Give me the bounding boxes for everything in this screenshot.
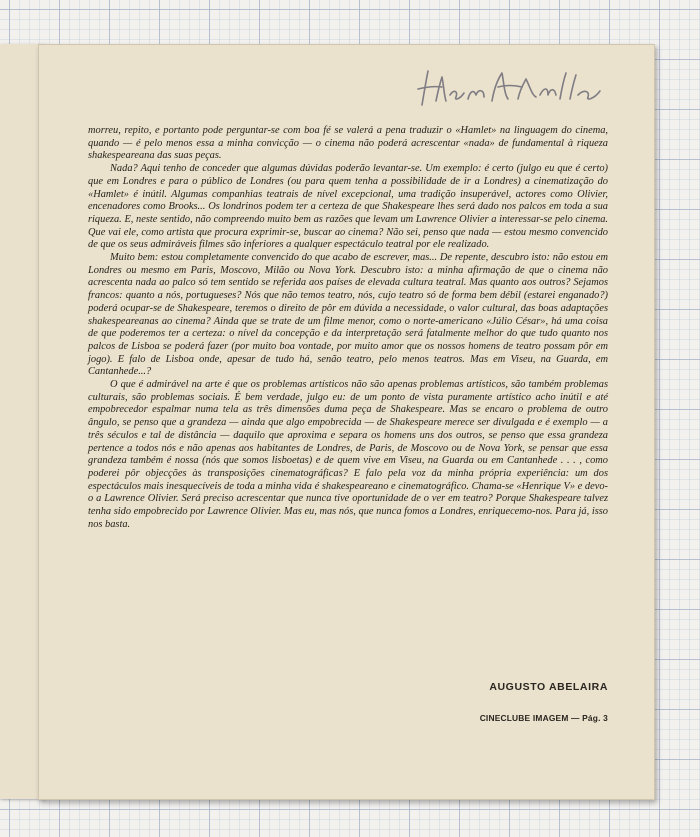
document-page xyxy=(38,44,655,800)
paragraph: Muito bem: estou completamente convencido do que acabo de escrever, mas... De repente, descubro isto: não estou em Londres ou mesmo em Paris, Moscovo, Milão ou Nova York. Descubro isto: a minha afirmação de que o cinema não acrescenta nada ao palco só tem sentido se referida aos países de elevada cultura teatral. Mas quanto aos outros? Sejamos francos: quanto a nós, portugueses? Nós que não temos teatro, nós, cujo teatro só de forma bem débil (estarei enganado?) poderá ocupar-se de Shakespeare, teremos o direito de pôr em dúvida a necessidade, o valor cultural, das boas adaptações shakespeareanas ao cinema? Ainda que se trate de um filme menor, como o norte-americano «Júlio César», há uma coisa de que poderemos ter a certeza: o nível da concepção e da interpretação será fatalmente melhor do que tudo quanto nos palcos de Lisboa se poderá fazer (por muito boa vontade, por muito amor que os nossos homens de teatro possam pôr em jogo). E falo de Lisboa onde, apesar de tudo há, senão teatro, pelo menos teatros. Mas em Viseu, na Guarda, em Cantanhede...? xyxy=(88,252,608,378)
paragraph: Nada? Aqui tenho de conceder que algumas dúvidas poderão levantar-se. Um exemplo: é certo (julgo eu que é certo) que em Londres e para o público de Londres (ou para quem tenha a possibilidade de ir a Londres) a cinematização do «Hamlet» é inútil. Algumas companhias teatrais de nível excepcional, uma tradição insuperável, actores como Olivier, encenadores como Brooks... Os londrinos podem ter a certeza de que Shakespeare lhes será dado nos palcos em toda a sua riqueza. E, neste sentido, não compreendo muito bem as razões que levam um Lawrence Olivier a interessar-se pelo cinema. Que vai ele, como artista que procura exprimir-se, buscar ao cinema? Não sei, penso que nada — estou mesmo convencido de que os seus admiráveis filmes são inferiores a qualquer espectáculo teatral por ele realizado. xyxy=(88,163,608,251)
paragraph: O que é admirável na arte é que os problemas artísticos não são apenas problemas artísticos, são também problemas culturais, são problemas sociais. É bem verdade, julgo eu: de um ponto de vista puramente artístico acho inútil e até empobrecedor espalmar numa tela as três dimensões duma peça de Shakespeare. Mas se encaro o problema de outro ângulo, se penso que a grandeza — ainda que algo empobrecida — de Shakespeare merece ser divulgada e é exemplo — a três séculos e tal de distância — daquilo que aproxima e separa os homens uns dos outros, se penso que essa grandeza pertence a todos nós e não apenas aos habitantes de Londres, de Paris, de Moscovo ou de Nova York, se pensar que essa grandeza também é nossa (nós que somos lisboetas) e de quem vive em Viseu, na Guarda ou em Cantanhede . . . , como poderei pôr objecções às transposições cinematográficas? E falo pela voz da minha própria experiência: um dos espectáculos mais inesquecíveis de toda a minha vida é shakespeareano e cinematográfico. Chama-se «Henrique V» e devo-o a Lawrence Olivier. Será preciso acrescentar que nunca tive oportunidade de o ver em teatro? Porque Shakespeare talvez tenha sido empobrecido por Lawrence Olivier. Mas eu, mas nós, que nunca fomos a Londres, enriquecemo-nos. Para já, isso nos basta. xyxy=(88,379,608,530)
page-footer: CINECLUBE IMAGEM — Pág. 3 xyxy=(479,713,608,723)
handwritten-signature xyxy=(414,65,614,111)
author-name: AUGUSTO ABELAIRA xyxy=(489,681,608,693)
article-body xyxy=(88,125,608,532)
paragraph: morreu, repito, e portanto pode perguntar-se com boa fé se valerá a pena traduzir o «Hamlet» na linguagem do cinema, quando — é pelo menos essa a minha convicção — o cinema não poderá acrescentar «nada» de fundamental à riqueza shakespeareana das suas peças. xyxy=(88,125,608,162)
